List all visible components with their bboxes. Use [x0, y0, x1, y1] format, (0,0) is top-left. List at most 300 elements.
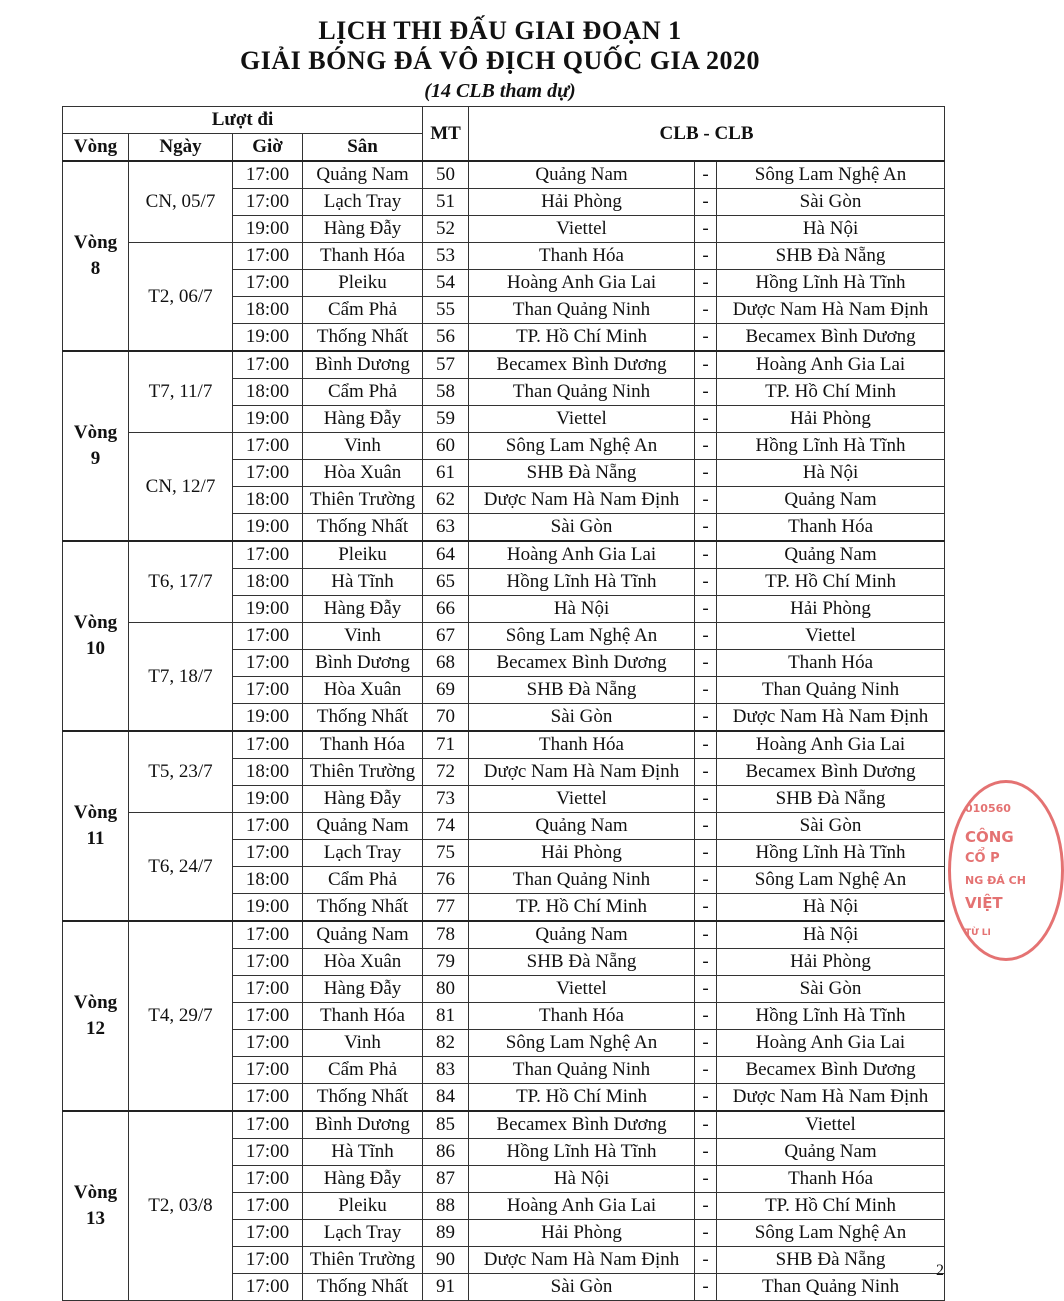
match-number-cell: 76 — [423, 867, 469, 894]
match-number-cell: 87 — [423, 1166, 469, 1193]
time-cell: 18:00 — [233, 569, 303, 596]
date-cell: T6, 17/7 — [129, 541, 233, 623]
stadium-cell: Hà Tĩnh — [303, 569, 423, 596]
round-cell — [63, 1111, 129, 1301]
time-cell: 17:00 — [233, 189, 303, 216]
home-team-cell: Viettel — [469, 976, 695, 1003]
stadium-cell: Hàng Đẫy — [303, 1166, 423, 1193]
separator-cell: - — [695, 189, 717, 216]
match-number-cell: 50 — [423, 161, 469, 189]
home-team-cell: Hoàng Anh Gia Lai — [469, 270, 695, 297]
match-number-cell: 74 — [423, 813, 469, 840]
away-team-cell: Dược Nam Hà Nam Định — [717, 1084, 945, 1112]
time-cell: 17:00 — [233, 1111, 303, 1139]
home-team-cell: Hải Phòng — [469, 840, 695, 867]
header-luot-di: Lượt đi — [63, 107, 423, 134]
header-mt: MT — [423, 107, 469, 162]
round-cell — [63, 731, 129, 921]
home-team-cell: Dược Nam Hà Nam Định — [469, 1247, 695, 1274]
home-team-cell: Dược Nam Hà Nam Định — [469, 759, 695, 786]
away-team-cell: Hà Nội — [717, 921, 945, 949]
round-label: Vòng — [73, 232, 118, 253]
away-team-cell: Hồng Lĩnh Hà Tĩnh — [717, 270, 945, 297]
away-team-cell: Viettel — [717, 1111, 945, 1139]
stadium-cell: Lạch Tray — [303, 840, 423, 867]
time-cell: 17:00 — [233, 1220, 303, 1247]
time-cell: 19:00 — [233, 894, 303, 922]
header-san: Sân — [303, 134, 423, 162]
time-cell: 19:00 — [233, 704, 303, 732]
separator-cell: - — [695, 867, 717, 894]
stadium-cell: Thanh Hóa — [303, 243, 423, 270]
separator-cell: - — [695, 1111, 717, 1139]
match-number-cell: 55 — [423, 297, 469, 324]
separator-cell: - — [695, 270, 717, 297]
match-number-cell: 90 — [423, 1247, 469, 1274]
time-cell: 17:00 — [233, 731, 303, 759]
home-team-cell: Hải Phòng — [469, 1220, 695, 1247]
stadium-cell: Cẩm Phả — [303, 1057, 423, 1084]
separator-cell: - — [695, 1193, 717, 1220]
stadium-cell: Thanh Hóa — [303, 1003, 423, 1030]
stamp-text: TỪ LI — [965, 928, 991, 938]
away-team-cell: Thanh Hóa — [717, 650, 945, 677]
away-team-cell: Sông Lam Nghệ An — [717, 1220, 945, 1247]
match-number-cell: 62 — [423, 487, 469, 514]
time-cell: 18:00 — [233, 487, 303, 514]
stadium-cell: Pleiku — [303, 541, 423, 569]
away-team-cell: Quảng Nam — [717, 487, 945, 514]
match-number-cell: 85 — [423, 1111, 469, 1139]
away-team-cell: Hà Nội — [717, 460, 945, 487]
home-team-cell: Quảng Nam — [469, 813, 695, 840]
round-cell — [63, 541, 129, 731]
header-vong: Vòng — [63, 134, 129, 162]
match-number-cell: 53 — [423, 243, 469, 270]
separator-cell: - — [695, 976, 717, 1003]
document-subtitle: (14 CLB tham dự) — [424, 80, 576, 102]
round-group — [63, 731, 945, 921]
away-team-cell: Becamex Bình Dương — [717, 1057, 945, 1084]
home-team-cell: Than Quảng Ninh — [469, 297, 695, 324]
away-team-cell: Hoàng Anh Gia Lai — [717, 731, 945, 759]
match-number-cell: 70 — [423, 704, 469, 732]
date-cell: T4, 29/7 — [129, 921, 233, 1111]
home-team-cell: TP. Hồ Chí Minh — [469, 1084, 695, 1112]
stadium-cell: Hàng Đẫy — [303, 786, 423, 813]
time-cell: 17:00 — [233, 921, 303, 949]
away-team-cell: Becamex Bình Dương — [717, 324, 945, 352]
date-cell: T7, 11/7 — [129, 351, 233, 433]
home-team-cell: Hoàng Anh Gia Lai — [469, 541, 695, 569]
round-label: Vòng — [73, 612, 118, 633]
separator-cell: - — [695, 731, 717, 759]
home-team-cell: Thanh Hóa — [469, 243, 695, 270]
home-team-cell: Hồng Lĩnh Hà Tĩnh — [469, 569, 695, 596]
home-team-cell: Becamex Bình Dương — [469, 351, 695, 379]
away-team-cell: Hải Phòng — [717, 949, 945, 976]
time-cell: 17:00 — [233, 1057, 303, 1084]
time-cell: 17:00 — [233, 976, 303, 1003]
round-label: Vòng — [73, 422, 118, 443]
home-team-cell: Sông Lam Nghệ An — [469, 623, 695, 650]
stamp-text: CÔNG — [965, 828, 1014, 846]
time-cell: 17:00 — [233, 1084, 303, 1112]
home-team-cell: Sài Gòn — [469, 1274, 695, 1301]
time-cell: 18:00 — [233, 759, 303, 786]
time-cell: 17:00 — [233, 1274, 303, 1301]
time-cell: 17:00 — [233, 1193, 303, 1220]
time-cell: 17:00 — [233, 623, 303, 650]
match-number-cell: 88 — [423, 1193, 469, 1220]
away-team-cell: Becamex Bình Dương — [717, 759, 945, 786]
date-cell: CN, 05/7 — [129, 161, 233, 243]
separator-cell: - — [695, 541, 717, 569]
match-number-cell: 51 — [423, 189, 469, 216]
separator-cell: - — [695, 1139, 717, 1166]
away-team-cell: Hoàng Anh Gia Lai — [717, 1030, 945, 1057]
page-number: 2 — [936, 1262, 944, 1279]
match-number-cell: 89 — [423, 1220, 469, 1247]
stamp-text: NG ĐÁ CH — [965, 874, 1026, 887]
time-cell: 17:00 — [233, 161, 303, 189]
home-team-cell: Viettel — [469, 786, 695, 813]
stadium-cell: Vinh — [303, 1030, 423, 1057]
round-number: 8 — [90, 258, 101, 279]
home-team-cell: Dược Nam Hà Nam Định — [469, 487, 695, 514]
time-cell: 17:00 — [233, 243, 303, 270]
time-cell: 19:00 — [233, 596, 303, 623]
stadium-cell: Quảng Nam — [303, 921, 423, 949]
away-team-cell: SHB Đà Nẵng — [717, 1247, 945, 1274]
round-cell — [63, 921, 129, 1111]
home-team-cell: Quảng Nam — [469, 161, 695, 189]
away-team-cell: Hải Phòng — [717, 596, 945, 623]
stadium-cell: Quảng Nam — [303, 161, 423, 189]
match-number-cell: 61 — [423, 460, 469, 487]
stadium-cell: Hòa Xuân — [303, 677, 423, 704]
time-cell: 19:00 — [233, 786, 303, 813]
time-cell: 18:00 — [233, 867, 303, 894]
document-title-line2: GIẢI BÓNG ĐÁ VÔ ĐỊCH QUỐC GIA 2020 — [240, 46, 760, 75]
home-team-cell: Hà Nội — [469, 1166, 695, 1193]
home-team-cell: Than Quảng Ninh — [469, 1057, 695, 1084]
time-cell: 17:00 — [233, 650, 303, 677]
separator-cell: - — [695, 813, 717, 840]
separator-cell: - — [695, 1166, 717, 1193]
stadium-cell: Pleiku — [303, 1193, 423, 1220]
away-team-cell: Hồng Lĩnh Hà Tĩnh — [717, 1003, 945, 1030]
separator-cell: - — [695, 433, 717, 460]
stadium-cell: Thống Nhất — [303, 894, 423, 922]
round-number: 9 — [90, 448, 101, 469]
match-number-cell: 59 — [423, 406, 469, 433]
away-team-cell: Than Quảng Ninh — [717, 1274, 945, 1301]
round-cell — [63, 351, 129, 541]
stamp-text: 010560 — [965, 802, 1011, 815]
separator-cell: - — [695, 921, 717, 949]
match-number-cell: 72 — [423, 759, 469, 786]
separator-cell: - — [695, 351, 717, 379]
match-number-cell: 71 — [423, 731, 469, 759]
schedule-header — [63, 107, 945, 162]
home-team-cell: Than Quảng Ninh — [469, 379, 695, 406]
separator-cell: - — [695, 786, 717, 813]
separator-cell: - — [695, 596, 717, 623]
match-number-cell: 91 — [423, 1274, 469, 1301]
time-cell: 17:00 — [233, 433, 303, 460]
header-ngay: Ngày — [129, 134, 233, 162]
home-team-cell: Sông Lam Nghệ An — [469, 1030, 695, 1057]
stadium-cell: Pleiku — [303, 270, 423, 297]
time-cell: 17:00 — [233, 1003, 303, 1030]
separator-cell: - — [695, 1057, 717, 1084]
separator-cell: - — [695, 1030, 717, 1057]
away-team-cell: Hà Nội — [717, 216, 945, 243]
match-number-cell: 84 — [423, 1084, 469, 1112]
match-number-cell: 60 — [423, 433, 469, 460]
home-team-cell: Hoàng Anh Gia Lai — [469, 1193, 695, 1220]
stadium-cell: Lạch Tray — [303, 189, 423, 216]
separator-cell: - — [695, 704, 717, 732]
match-number-cell: 78 — [423, 921, 469, 949]
separator-cell: - — [695, 297, 717, 324]
document-title-line1: LỊCH THI ĐẤU GIAI ĐOẠN 1 — [318, 16, 682, 45]
separator-cell: - — [695, 243, 717, 270]
home-team-cell: Thanh Hóa — [469, 1003, 695, 1030]
stadium-cell: Thống Nhất — [303, 1274, 423, 1301]
stamp-text: VIỆT — [965, 894, 1003, 912]
separator-cell: - — [695, 759, 717, 786]
stadium-cell: Thống Nhất — [303, 324, 423, 352]
stadium-cell: Bình Dương — [303, 650, 423, 677]
separator-cell: - — [695, 894, 717, 922]
match-number-cell: 73 — [423, 786, 469, 813]
match-number-cell: 86 — [423, 1139, 469, 1166]
time-cell: 19:00 — [233, 216, 303, 243]
match-number-cell: 58 — [423, 379, 469, 406]
away-team-cell: Dược Nam Hà Nam Định — [717, 704, 945, 732]
time-cell: 18:00 — [233, 297, 303, 324]
away-team-cell: Hải Phòng — [717, 406, 945, 433]
table-row — [63, 351, 945, 379]
separator-cell: - — [695, 650, 717, 677]
away-team-cell: Thanh Hóa — [717, 1166, 945, 1193]
round-label: Vòng — [73, 1182, 118, 1203]
time-cell: 17:00 — [233, 677, 303, 704]
time-cell: 17:00 — [233, 949, 303, 976]
stadium-cell: Bình Dương — [303, 351, 423, 379]
separator-cell: - — [695, 623, 717, 650]
round-number: 13 — [86, 1208, 105, 1229]
time-cell: 19:00 — [233, 514, 303, 542]
separator-cell: - — [695, 514, 717, 542]
date-cell: T2, 06/7 — [129, 243, 233, 352]
table-row — [63, 1111, 945, 1139]
match-number-cell: 54 — [423, 270, 469, 297]
table-row — [63, 433, 945, 460]
home-team-cell: Thanh Hóa — [469, 731, 695, 759]
separator-cell: - — [695, 840, 717, 867]
time-cell: 18:00 — [233, 379, 303, 406]
match-number-cell: 57 — [423, 351, 469, 379]
match-number-cell: 83 — [423, 1057, 469, 1084]
stadium-cell: Thiên Trường — [303, 1247, 423, 1274]
stadium-cell: Hàng Đẫy — [303, 976, 423, 1003]
time-cell: 17:00 — [233, 1247, 303, 1274]
away-team-cell: TP. Hồ Chí Minh — [717, 1193, 945, 1220]
away-team-cell: TP. Hồ Chí Minh — [717, 569, 945, 596]
away-team-cell: Sài Gòn — [717, 813, 945, 840]
match-number-cell: 68 — [423, 650, 469, 677]
match-number-cell: 75 — [423, 840, 469, 867]
time-cell: 17:00 — [233, 1166, 303, 1193]
separator-cell: - — [695, 324, 717, 352]
time-cell: 17:00 — [233, 460, 303, 487]
separator-cell: - — [695, 379, 717, 406]
time-cell: 19:00 — [233, 406, 303, 433]
table-row — [63, 623, 945, 650]
separator-cell: - — [695, 1220, 717, 1247]
date-cell: CN, 12/7 — [129, 433, 233, 542]
time-cell: 17:00 — [233, 351, 303, 379]
home-team-cell: Hà Nội — [469, 596, 695, 623]
away-team-cell: SHB Đà Nẵng — [717, 786, 945, 813]
time-cell: 17:00 — [233, 840, 303, 867]
home-team-cell: Becamex Bình Dương — [469, 650, 695, 677]
away-team-cell: Sông Lam Nghệ An — [717, 161, 945, 189]
separator-cell: - — [695, 677, 717, 704]
time-cell: 17:00 — [233, 813, 303, 840]
stadium-cell: Thiên Trường — [303, 487, 423, 514]
stadium-cell: Thiên Trường — [303, 759, 423, 786]
match-number-cell: 80 — [423, 976, 469, 1003]
schedule-table — [62, 106, 945, 1301]
stadium-cell: Hòa Xuân — [303, 460, 423, 487]
stadium-cell: Thống Nhất — [303, 704, 423, 732]
away-team-cell: Sài Gòn — [717, 976, 945, 1003]
stadium-cell: Cẩm Phả — [303, 297, 423, 324]
table-row — [63, 541, 945, 569]
stadium-cell: Hàng Đẫy — [303, 596, 423, 623]
away-team-cell: Hà Nội — [717, 894, 945, 922]
stadium-cell: Cẩm Phả — [303, 379, 423, 406]
stadium-cell: Thống Nhất — [303, 1084, 423, 1112]
stadium-cell: Vinh — [303, 623, 423, 650]
table-row — [63, 731, 945, 759]
stadium-cell: Hàng Đẫy — [303, 406, 423, 433]
round-group — [63, 161, 945, 351]
away-team-cell: Viettel — [717, 623, 945, 650]
home-team-cell: Sài Gòn — [469, 514, 695, 542]
time-cell: 17:00 — [233, 1139, 303, 1166]
header-gio: Giờ — [233, 134, 303, 162]
separator-cell: - — [695, 1084, 717, 1112]
time-cell: 19:00 — [233, 324, 303, 352]
stadium-cell: Hàng Đẫy — [303, 216, 423, 243]
home-team-cell: TP. Hồ Chí Minh — [469, 894, 695, 922]
round-number: 11 — [86, 828, 105, 849]
separator-cell: - — [695, 1247, 717, 1274]
round-label: Vòng — [73, 802, 118, 823]
separator-cell: - — [695, 161, 717, 189]
match-number-cell: 81 — [423, 1003, 469, 1030]
date-cell: T7, 18/7 — [129, 623, 233, 732]
match-number-cell: 63 — [423, 514, 469, 542]
home-team-cell: Becamex Bình Dương — [469, 1111, 695, 1139]
separator-cell: - — [695, 216, 717, 243]
home-team-cell: TP. Hồ Chí Minh — [469, 324, 695, 352]
away-team-cell: Thanh Hóa — [717, 514, 945, 542]
away-team-cell: Hoàng Anh Gia Lai — [717, 351, 945, 379]
separator-cell: - — [695, 487, 717, 514]
match-number-cell: 52 — [423, 216, 469, 243]
away-team-cell: Sài Gòn — [717, 189, 945, 216]
stadium-cell: Lạch Tray — [303, 1220, 423, 1247]
away-team-cell: SHB Đà Nẵng — [717, 243, 945, 270]
home-team-cell: Sông Lam Nghệ An — [469, 433, 695, 460]
home-team-cell: Viettel — [469, 406, 695, 433]
away-team-cell: Quảng Nam — [717, 1139, 945, 1166]
home-team-cell: Sài Gòn — [469, 704, 695, 732]
stadium-cell: Quảng Nam — [303, 813, 423, 840]
away-team-cell: Dược Nam Hà Nam Định — [717, 297, 945, 324]
stadium-cell: Cẩm Phả — [303, 867, 423, 894]
home-team-cell: SHB Đà Nẵng — [469, 460, 695, 487]
away-team-cell: Hồng Lĩnh Hà Tĩnh — [717, 433, 945, 460]
stadium-cell: Hà Tĩnh — [303, 1139, 423, 1166]
home-team-cell: Viettel — [469, 216, 695, 243]
away-team-cell: Than Quảng Ninh — [717, 677, 945, 704]
stadium-cell: Thống Nhất — [303, 514, 423, 542]
round-group — [63, 351, 945, 541]
separator-cell: - — [695, 406, 717, 433]
home-team-cell: SHB Đà Nẵng — [469, 949, 695, 976]
match-number-cell: 79 — [423, 949, 469, 976]
match-number-cell: 67 — [423, 623, 469, 650]
separator-cell: - — [695, 569, 717, 596]
date-cell: T2, 03/8 — [129, 1111, 233, 1301]
date-cell: T6, 24/7 — [129, 813, 233, 922]
table-row — [63, 243, 945, 270]
home-team-cell: SHB Đà Nẵng — [469, 677, 695, 704]
round-group — [63, 541, 945, 731]
stadium-cell: Bình Dương — [303, 1111, 423, 1139]
home-team-cell: Quảng Nam — [469, 921, 695, 949]
away-team-cell: Hồng Lĩnh Hà Tĩnh — [717, 840, 945, 867]
separator-cell: - — [695, 460, 717, 487]
separator-cell: - — [695, 1274, 717, 1301]
round-number: 10 — [86, 638, 105, 659]
round-cell — [63, 161, 129, 351]
table-row — [63, 921, 945, 949]
stadium-cell: Vinh — [303, 433, 423, 460]
time-cell: 17:00 — [233, 1030, 303, 1057]
stamp-text: CỔ P — [965, 851, 1000, 866]
match-number-cell: 56 — [423, 324, 469, 352]
separator-cell: - — [695, 949, 717, 976]
time-cell: 17:00 — [233, 541, 303, 569]
round-label: Vòng — [73, 992, 118, 1013]
table-row — [63, 813, 945, 840]
home-team-cell: Hồng Lĩnh Hà Tĩnh — [469, 1139, 695, 1166]
separator-cell: - — [695, 1003, 717, 1030]
round-group — [63, 1111, 945, 1301]
red-seal-stamp — [948, 780, 1064, 961]
match-number-cell: 64 — [423, 541, 469, 569]
match-number-cell: 65 — [423, 569, 469, 596]
match-number-cell: 69 — [423, 677, 469, 704]
